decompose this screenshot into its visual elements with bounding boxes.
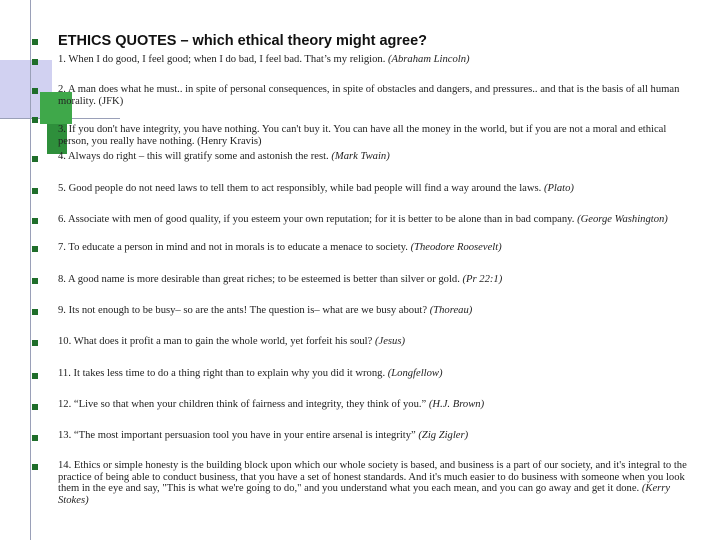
quote-text: 9. Its not enough to be busy– so are the ants! The question is– what are we busy about? [58,305,428,316]
bullet-icon [32,117,38,123]
quote-text: 1. When I do good, I feel good; when I do bad, I feel bad. That’s my religion. [58,54,386,65]
quote-text: 5. Good people do not need laws to tell them to act responsibly, while bad people will find a way around the laws. [58,183,542,194]
quote-item [58,151,698,163]
quote-item [58,399,698,411]
quote-source: (Longfellow) [387,368,443,379]
bullet-icon [32,435,38,441]
quote-source: (Thoreau) [429,305,473,316]
quote-text: 3. If you don't have integrity, you have nothing. You can't buy it. You can have all the money in the world, but if you are not a moral and ethical person, you really have nothing. (Henry Kravis) [58,124,667,147]
quote-text: 10. What does it profit a man to gain the whole world, yet forfeit his soul? [58,336,373,347]
page-title: ETHICS QUOTES – which ethical theory might agree? [58,33,428,49]
bullet-icon [32,188,38,194]
quote-item [58,336,698,348]
bullet-icon [32,404,38,410]
quote-item [58,214,698,226]
quote-source: (Zig Zigler) [418,430,469,441]
quote-item [58,305,698,317]
bullet-icon [32,156,38,162]
quote-item [58,54,698,66]
bullet-icon [32,88,38,94]
quote-source: (H.J. Brown) [428,399,485,410]
quote-text: 8. A good name is more desirable than great riches; to be esteemed is better than silver or gold. [58,274,460,285]
quote-source: (Jesus) [374,336,405,347]
quote-source: (Abraham Lincoln) [388,54,470,65]
bullet-icon [32,39,38,45]
quote-source: (George Washington) [577,214,668,225]
quote-source: (Plato) [543,183,574,194]
quote-item [58,430,698,442]
quote-source: (Mark Twain) [331,151,390,162]
bullet-icon [32,246,38,252]
quote-text: 4. Always do right – this will gratify some and astonish the rest. [58,151,329,162]
bullet-icon [32,309,38,315]
quote-text: 12. “Live so that when your children think of fairness and integrity, they think of you.” [58,399,427,410]
quote-source: (JFK) [98,95,124,107]
quote-source: (Kerry Stokes) [58,483,671,506]
quote-item [58,124,698,147]
decorative-vertical-line [30,0,31,540]
bullet-icon [32,340,38,346]
bullet-icon [32,278,38,284]
quote-text: 2. A man does what he must.. in spite of personal consequences, in spite of obstacles and dangers, and pressures.. and that is the basis of all human morality. [58,84,680,107]
quote-source: (Pr 22:1) [462,274,503,285]
quote-text: 6. Associate with men of good quality, if you esteem your own reputation; for it is better to be alone than in bad company. [58,214,575,225]
quote-item [58,183,698,195]
quote-source: (Theodore Roosevelt) [410,242,502,253]
quote-text: 14. Ethics or simple honesty is the building block upon which our whole society is based, and business is a part of our society, and it's integral to the practice of being able to conduct business, that you have a set of honest standards. And it's much easier to do business with someone when you look them in the eye and say, "This is what we're going to do," and you understand what you each mean, and you can go away and get it done. [58,460,687,495]
quote-item [58,84,698,107]
bullet-icon [32,373,38,379]
quote-item [58,460,698,506]
bullet-icon [32,59,38,65]
quote-item [58,368,698,380]
quote-text: 13. “The most important persuasion tool you have in your entire arsenal is integrity” [58,430,416,441]
quote-item [58,242,698,254]
bullet-icon [32,464,38,470]
quote-text: 7. To educate a person in mind and not in morals is to educate a menace to society. [58,242,408,253]
quote-text: 11. It takes less time to do a thing right than to explain why you did it wrong. [58,368,386,379]
quote-item [58,274,698,286]
bullet-icon [32,218,38,224]
